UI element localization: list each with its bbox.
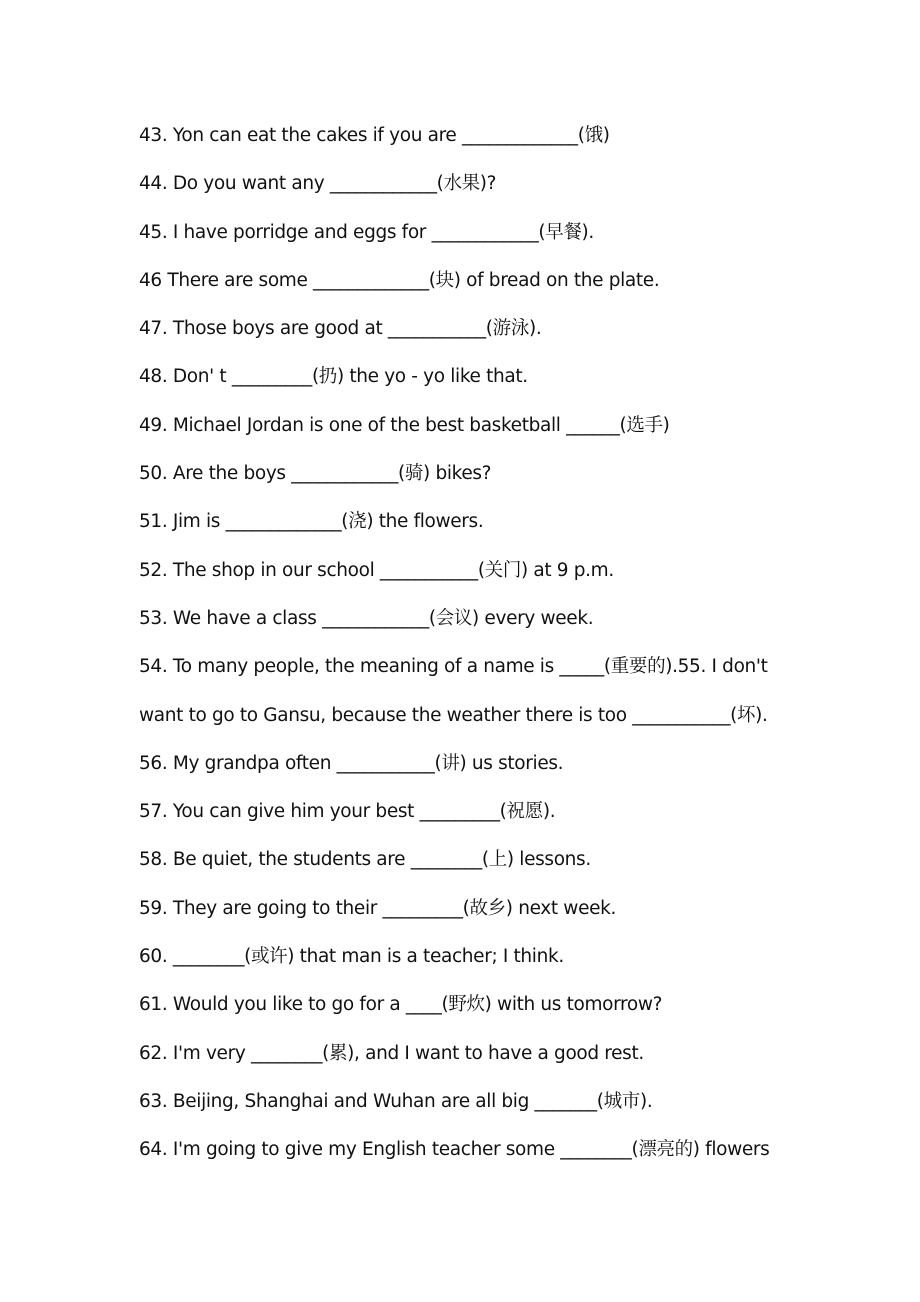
- exercise-line-50: 50. Are the boys ____________(骑) bikes?: [139, 463, 492, 485]
- exercise-line-43: 43. Yon can eat the cakes if you are _____________(饿): [139, 125, 610, 146]
- exercise-line-52: 52. The shop in our school ___________(关门) at 9 p.m.: [139, 559, 614, 581]
- exercise-list: [139, 118, 799, 1181]
- exercise-line-60: 60. ________(或许) that man is a teacher; I think.: [139, 946, 564, 968]
- exercise-line-53: 53. We have a class ____________(会议) every week.: [139, 607, 594, 629]
- exercise-line-57: 57. You can give him your best _________(祝愿).: [139, 801, 556, 823]
- exercise-line-48: 48. Don' t _________(扔) the yo - yo like that.: [139, 366, 528, 388]
- exercise-line-51: 51. Jim is _____________(浇) the flowers.: [139, 511, 484, 533]
- exercise-line-46: 46 There are some _____________(块) of bread on the plate.: [139, 269, 660, 291]
- exercise-line-47: 47. Those boys are good at ___________(游泳).: [139, 318, 542, 340]
- exercise-line-62: 62. I'm very ________(累), and I want to have a good rest.: [139, 1042, 644, 1064]
- exercise-line-44: 44. Do you want any ____________(水果)?: [139, 173, 497, 195]
- exercise-line-45: 45. I have porridge and eggs for ____________(早餐).: [139, 221, 594, 243]
- exercise-line-54-55: 54. To many people, the meaning of a name is _____(重要的).55. I don't: [139, 656, 768, 678]
- exercise-line-63: 63. Beijing, Shanghai and Wuhan are all big _______(城市).: [139, 1090, 653, 1112]
- exercise-line-59: 59. They are going to their _________(故乡) next week.: [139, 897, 617, 919]
- exercise-line-64: 64. I'm going to give my English teacher some ________(漂亮的) flowers: [139, 1139, 770, 1161]
- exercise-line-55-continued: want to go to Gansu, because the weather there is too ___________(坏).: [139, 704, 768, 726]
- exercise-line-58: 58. Be quiet, the students are ________(上) lessons.: [139, 849, 591, 871]
- exercise-line-56: 56. My grandpa often ___________(讲) us stories.: [139, 752, 564, 774]
- exercise-line-49: 49. Michael Jordan is one of the best basketball ______(选手): [139, 414, 670, 436]
- exercise-line-61: 61. Would you like to go for a ____(野炊) with us tomorrow?: [139, 994, 663, 1016]
